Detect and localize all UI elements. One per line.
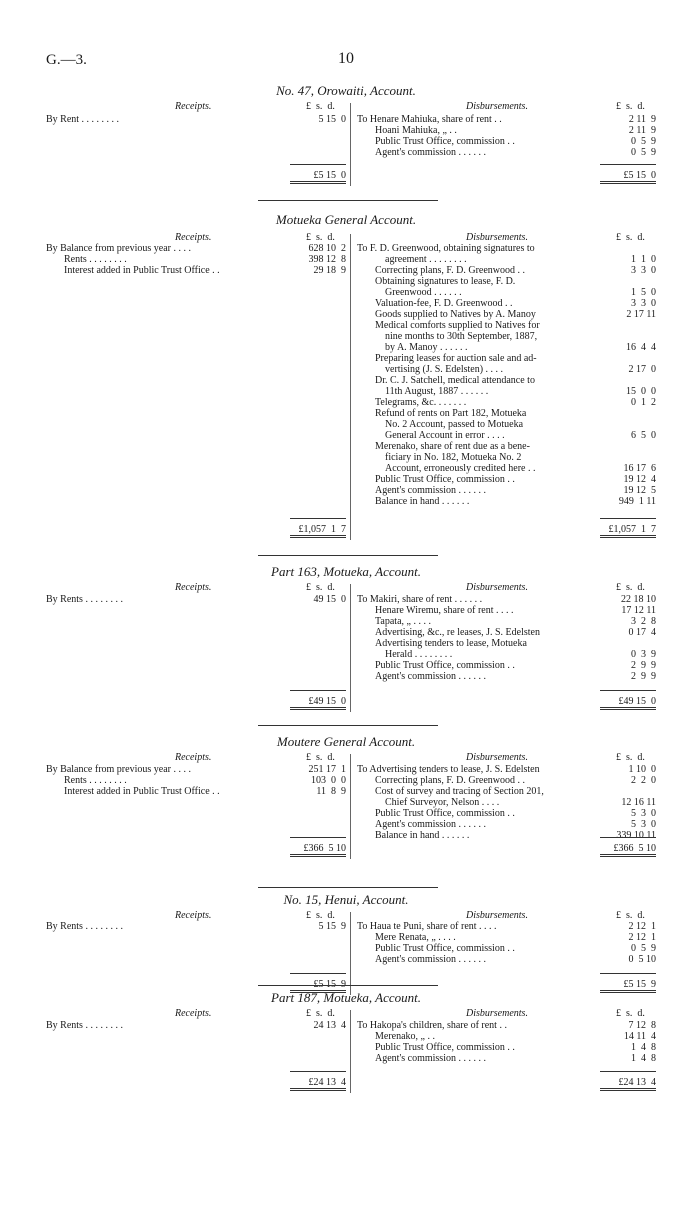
receipt-amount: 24 13 4 bbox=[313, 1020, 346, 1031]
disbursement-line: Advertising tenders to lease, Motueka bbox=[375, 638, 527, 649]
disbursement-line: To Henare Mahiuka, share of rent . . bbox=[357, 114, 502, 125]
disbursement-amount: 16 4 4 bbox=[626, 342, 656, 353]
disbursement-line: Henare Wiremu, share of rent . . . . bbox=[375, 605, 514, 616]
receipt-line: Interest added in Public Trust Office . . bbox=[64, 265, 220, 276]
account-part-163-motueka bbox=[0, 565, 700, 715]
receipt-amount: 11 8 9 bbox=[316, 786, 346, 797]
disbursement-line: Advertising, &c., re leases, J. S. Edelsten bbox=[375, 627, 540, 638]
page-number: 10 bbox=[338, 50, 354, 67]
account-part-187-motueka bbox=[0, 991, 700, 1131]
disbursements-double-rule bbox=[600, 1088, 656, 1091]
disbursement-line: To Hakopa's children, share of rent . . bbox=[357, 1020, 507, 1031]
disbursement-line: Agent's commission . . . . . . bbox=[375, 1053, 486, 1064]
receipts-lsd-header: £ s. d. bbox=[306, 910, 335, 921]
receipts-double-rule bbox=[290, 535, 346, 538]
disbursement-amount: 339 10 11 bbox=[616, 830, 656, 841]
receipts-total: £49 15 0 bbox=[308, 696, 346, 707]
receipts-total: £24 13 4 bbox=[308, 1077, 346, 1088]
disbursement-amount: 22 18 10 bbox=[621, 594, 656, 605]
disbursements-label: Disbursements. bbox=[466, 752, 528, 763]
disbursement-line: Account, erroneously credited here . . bbox=[385, 463, 536, 474]
receipts-double-rule bbox=[290, 181, 346, 184]
disbursement-amount: 2 11 9 bbox=[628, 125, 656, 136]
receipts-total-rule bbox=[290, 518, 346, 519]
receipts-double-rule bbox=[290, 707, 346, 710]
disbursement-line: To Haua te Puni, share of rent . . . . bbox=[357, 921, 497, 932]
disbursement-line: Herald . . . . . . . . bbox=[385, 649, 453, 660]
disbursements-total-rule bbox=[600, 1071, 656, 1072]
receipts-double-rule bbox=[290, 854, 346, 857]
account-title: Part 163, Motueka, Account. bbox=[271, 564, 421, 579]
disbursement-line: Refund of rents on Part 182, Motueka bbox=[375, 408, 527, 419]
disbursements-total: £1,057 1 7 bbox=[608, 524, 656, 535]
column-divider bbox=[350, 584, 351, 712]
receipt-amount: 251 17 1 bbox=[308, 764, 346, 775]
receipts-label: Receipts. bbox=[175, 101, 212, 112]
disbursement-amount: 0 5 10 bbox=[628, 954, 656, 965]
page-code: G.—3. bbox=[46, 52, 87, 68]
disbursement-line: Mere Renata, „ . . . . bbox=[375, 932, 456, 943]
disbursement-line: Merenako, share of rent due as a bene- bbox=[375, 441, 530, 452]
receipt-line: Interest added in Public Trust Office . . bbox=[64, 786, 220, 797]
disbursements-lsd-header: £ s. d. bbox=[616, 1008, 645, 1019]
disbursement-amount: 2 12 1 bbox=[628, 932, 656, 943]
disbursement-line: agreement . . . . . . . . bbox=[385, 254, 467, 265]
disbursement-amount: 2 9 9 bbox=[631, 660, 656, 671]
disbursement-amount: 2 17 0 bbox=[628, 364, 656, 375]
disbursement-line: Public Trust Office, commission . . bbox=[375, 136, 515, 147]
receipts-total-rule bbox=[290, 1071, 346, 1072]
disbursements-lsd-header: £ s. d. bbox=[616, 232, 645, 243]
disbursements-lsd-header: £ s. d. bbox=[616, 910, 645, 921]
disbursement-line: Public Trust Office, commission . . bbox=[375, 943, 515, 954]
receipts-lsd-header: £ s. d. bbox=[306, 752, 335, 763]
column-divider bbox=[350, 103, 351, 186]
receipt-amount: 29 18 9 bbox=[313, 265, 346, 276]
disbursement-amount: 1 4 8 bbox=[631, 1053, 656, 1064]
section-rule bbox=[258, 200, 438, 201]
receipt-amount: 398 12 8 bbox=[308, 254, 346, 265]
disbursements-total-rule bbox=[600, 973, 656, 974]
disbursement-amount: 12 16 11 bbox=[621, 797, 656, 808]
disbursements-total-rule bbox=[600, 164, 656, 165]
disbursement-line: Goods supplied to Natives by A. Manoy bbox=[375, 309, 536, 320]
disbursements-lsd-header: £ s. d. bbox=[616, 582, 645, 593]
disbursement-amount: 2 17 11 bbox=[626, 309, 656, 320]
account-motueka-general bbox=[0, 213, 700, 553]
disbursement-line: Balance in hand . . . . . . bbox=[375, 496, 470, 507]
receipt-line: By Rents . . . . . . . . bbox=[46, 921, 123, 932]
disbursements-label: Disbursements. bbox=[466, 1008, 528, 1019]
receipts-label: Receipts. bbox=[175, 232, 212, 243]
account-moutere-general bbox=[0, 735, 700, 865]
account-title: Part 187, Motueka, Account. bbox=[271, 990, 421, 1005]
disbursements-total-rule bbox=[600, 690, 656, 691]
disbursements-total-rule bbox=[600, 837, 656, 838]
disbursements-total: £5 15 0 bbox=[623, 170, 656, 181]
receipts-label: Receipts. bbox=[175, 582, 212, 593]
disbursement-line: Balance in hand . . . . . . bbox=[375, 830, 470, 841]
disbursement-amount: 0 1 2 bbox=[631, 397, 656, 408]
disbursement-amount: 1 1 0 bbox=[631, 254, 656, 265]
receipts-label: Receipts. bbox=[175, 1008, 212, 1019]
disbursement-line: Preparing leases for auction sale and ad- bbox=[375, 353, 537, 364]
disbursements-total: £49 15 0 bbox=[618, 696, 656, 707]
disbursement-line: To F. D. Greenwood, obtaining signatures to bbox=[357, 243, 535, 254]
disbursement-line: Tapata, „ . . . . bbox=[375, 616, 431, 627]
disbursement-line: nine months to 30th September, 1887, bbox=[385, 331, 538, 342]
receipts-lsd-header: £ s. d. bbox=[306, 232, 335, 243]
disbursements-double-rule bbox=[600, 181, 656, 184]
disbursement-line: Merenako, „ . . bbox=[375, 1031, 435, 1042]
disbursement-line: To Makiri, share of rent . . . . . . bbox=[357, 594, 483, 605]
disbursement-amount: 0 17 4 bbox=[628, 627, 656, 638]
receipts-total-rule bbox=[290, 837, 346, 838]
disbursement-line: Public Trust Office, commission . . bbox=[375, 660, 515, 671]
disbursement-line: Correcting plans, F. D. Greenwood . . bbox=[375, 265, 526, 276]
column-divider bbox=[350, 754, 351, 859]
receipt-line: By Balance from previous year . . . . bbox=[46, 764, 191, 775]
disbursement-line: Public Trust Office, commission . . bbox=[375, 808, 515, 819]
disbursement-amount: 6 5 0 bbox=[631, 430, 656, 441]
disbursement-line: Correcting plans, F. D. Greenwood . . bbox=[375, 775, 526, 786]
disbursement-line: Agent's commission . . . . . . bbox=[375, 671, 486, 682]
section-rule bbox=[258, 725, 438, 726]
disbursements-label: Disbursements. bbox=[466, 582, 528, 593]
receipt-line: By Rents . . . . . . . . bbox=[46, 594, 123, 605]
disbursement-amount: 1 10 0 bbox=[628, 764, 656, 775]
receipts-total: £1,057 1 7 bbox=[298, 524, 346, 535]
account-henui-15 bbox=[0, 893, 700, 1003]
receipts-double-rule bbox=[290, 1088, 346, 1091]
disbursement-line: Obtaining signatures to lease, F. D. bbox=[375, 276, 516, 287]
disbursement-line: 11th August, 1887 . . . . . . bbox=[385, 386, 489, 397]
receipt-amount: 49 15 0 bbox=[313, 594, 346, 605]
disbursement-amount: 15 0 0 bbox=[626, 386, 656, 397]
column-divider bbox=[350, 234, 351, 540]
disbursement-amount: 7 12 8 bbox=[628, 1020, 656, 1031]
disbursement-line: Agent's commission . . . . . . bbox=[375, 954, 486, 965]
disbursement-line: Chief Surveyor, Nelson . . . . bbox=[385, 797, 500, 808]
disbursements-label: Disbursements. bbox=[466, 101, 528, 112]
receipts-label: Receipts. bbox=[175, 910, 212, 921]
disbursement-amount: 1 4 8 bbox=[631, 1042, 656, 1053]
disbursement-amount: 0 5 9 bbox=[631, 147, 656, 158]
disbursement-line: Public Trust Office, commission . . bbox=[375, 1042, 515, 1053]
disbursement-line: Agent's commission . . . . . . bbox=[375, 147, 486, 158]
section-rule bbox=[258, 887, 438, 888]
receipts-total-rule bbox=[290, 973, 346, 974]
disbursement-amount: 2 11 9 bbox=[628, 114, 656, 125]
disbursement-line: To Advertising tenders to lease, J. S. Edelsten bbox=[357, 764, 540, 775]
disbursements-label: Disbursements. bbox=[466, 910, 528, 921]
disbursement-amount: 19 12 4 bbox=[623, 474, 656, 485]
disbursements-double-rule bbox=[600, 854, 656, 857]
disbursement-amount: 2 12 1 bbox=[628, 921, 656, 932]
disbursement-amount: 0 3 9 bbox=[631, 649, 656, 660]
receipt-amount: 5 15 0 bbox=[318, 114, 346, 125]
disbursement-line: Medical comforts supplied to Natives for bbox=[375, 320, 540, 331]
column-divider bbox=[350, 1010, 351, 1093]
disbursement-amount: 0 5 9 bbox=[631, 136, 656, 147]
disbursements-total: £366 5 10 bbox=[613, 843, 656, 854]
receipt-line: By Rent . . . . . . . . bbox=[46, 114, 120, 125]
disbursements-total: £5 15 9 bbox=[623, 979, 656, 990]
disbursement-line: Telegrams, &c. . . . . . . bbox=[375, 397, 467, 408]
receipts-total: £5 15 0 bbox=[313, 170, 346, 181]
disbursement-amount: 0 5 9 bbox=[631, 943, 656, 954]
receipt-line: By Balance from previous year . . . . bbox=[46, 243, 191, 254]
receipt-amount: 628 10 2 bbox=[308, 243, 346, 254]
account-orowaiti-47 bbox=[0, 84, 700, 194]
disbursement-line: Hoani Mahiuka, „ . . bbox=[375, 125, 457, 136]
receipts-total-rule bbox=[290, 164, 346, 165]
receipt-amount: 103 0 0 bbox=[311, 775, 346, 786]
disbursement-amount: 2 2 0 bbox=[631, 775, 656, 786]
disbursement-line: Agent's commission . . . . . . bbox=[375, 819, 486, 830]
disbursements-double-rule bbox=[600, 707, 656, 710]
disbursement-amount: 17 12 11 bbox=[621, 605, 656, 616]
disbursement-line: Public Trust Office, commission . . bbox=[375, 474, 515, 485]
column-divider bbox=[350, 912, 351, 995]
disbursement-line: ficiary in No. 182, Motueka No. 2 bbox=[385, 452, 522, 463]
disbursement-amount: 1 5 0 bbox=[631, 287, 656, 298]
section-rule bbox=[258, 985, 438, 986]
receipts-total: £366 5 10 bbox=[303, 843, 346, 854]
receipts-lsd-header: £ s. d. bbox=[306, 582, 335, 593]
disbursement-amount: 5 3 0 bbox=[631, 819, 656, 830]
disbursements-total: £24 13 4 bbox=[618, 1077, 656, 1088]
disbursements-lsd-header: £ s. d. bbox=[616, 752, 645, 763]
disbursement-amount: 16 17 6 bbox=[623, 463, 656, 474]
disbursement-amount: 14 11 4 bbox=[623, 1031, 656, 1042]
disbursement-line: Agent's commission . . . . . . bbox=[375, 485, 486, 496]
receipts-lsd-header: £ s. d. bbox=[306, 1008, 335, 1019]
disbursements-lsd-header: £ s. d. bbox=[616, 101, 645, 112]
disbursement-amount: 19 12 5 bbox=[623, 485, 656, 496]
disbursement-amount: 949 1 11 bbox=[618, 496, 656, 507]
receipt-line: Rents . . . . . . . . bbox=[64, 254, 127, 265]
receipts-lsd-header: £ s. d. bbox=[306, 101, 335, 112]
disbursement-line: Greenwood . . . . . . bbox=[385, 287, 462, 298]
receipts-total-rule bbox=[290, 690, 346, 691]
section-rule bbox=[258, 555, 438, 556]
disbursement-line: General Account in error . . . . bbox=[385, 430, 505, 441]
disbursements-label: Disbursements. bbox=[466, 232, 528, 243]
disbursement-amount: 3 3 0 bbox=[631, 298, 656, 309]
disbursement-amount: 3 2 8 bbox=[631, 616, 656, 627]
account-title: Moutere General Account. bbox=[276, 734, 416, 749]
disbursement-line: by A. Manoy . . . . . . bbox=[385, 342, 468, 353]
disbursement-amount: 2 9 9 bbox=[631, 671, 656, 682]
receipts-total: £5 15 9 bbox=[313, 979, 346, 990]
disbursement-line: No. 2 Account, passed to Motueka bbox=[385, 419, 524, 430]
receipts-label: Receipts. bbox=[175, 752, 212, 763]
disbursement-line: Valuation-fee, F. D. Greenwood . . bbox=[375, 298, 513, 309]
receipt-line: By Rents . . . . . . . . bbox=[46, 1020, 123, 1031]
receipt-amount: 5 15 9 bbox=[318, 921, 346, 932]
disbursement-amount: 5 3 0 bbox=[631, 808, 656, 819]
receipt-line: Rents . . . . . . . . bbox=[64, 775, 127, 786]
disbursements-double-rule bbox=[600, 535, 656, 538]
disbursement-line: Dr. C. J. Satchell, medical attendance to bbox=[375, 375, 535, 386]
disbursement-line: vertising (J. S. Edelsten) . . . . bbox=[385, 364, 504, 375]
account-title: No. 15, Henui, Account. bbox=[283, 892, 409, 907]
disbursements-total-rule bbox=[600, 518, 656, 519]
account-title: Motueka General Account. bbox=[275, 212, 417, 227]
account-title: No. 47, Orowaiti, Account. bbox=[276, 83, 416, 98]
disbursement-amount: 3 3 0 bbox=[631, 265, 656, 276]
disbursement-line: Cost of survey and tracing of Section 201, bbox=[375, 786, 544, 797]
